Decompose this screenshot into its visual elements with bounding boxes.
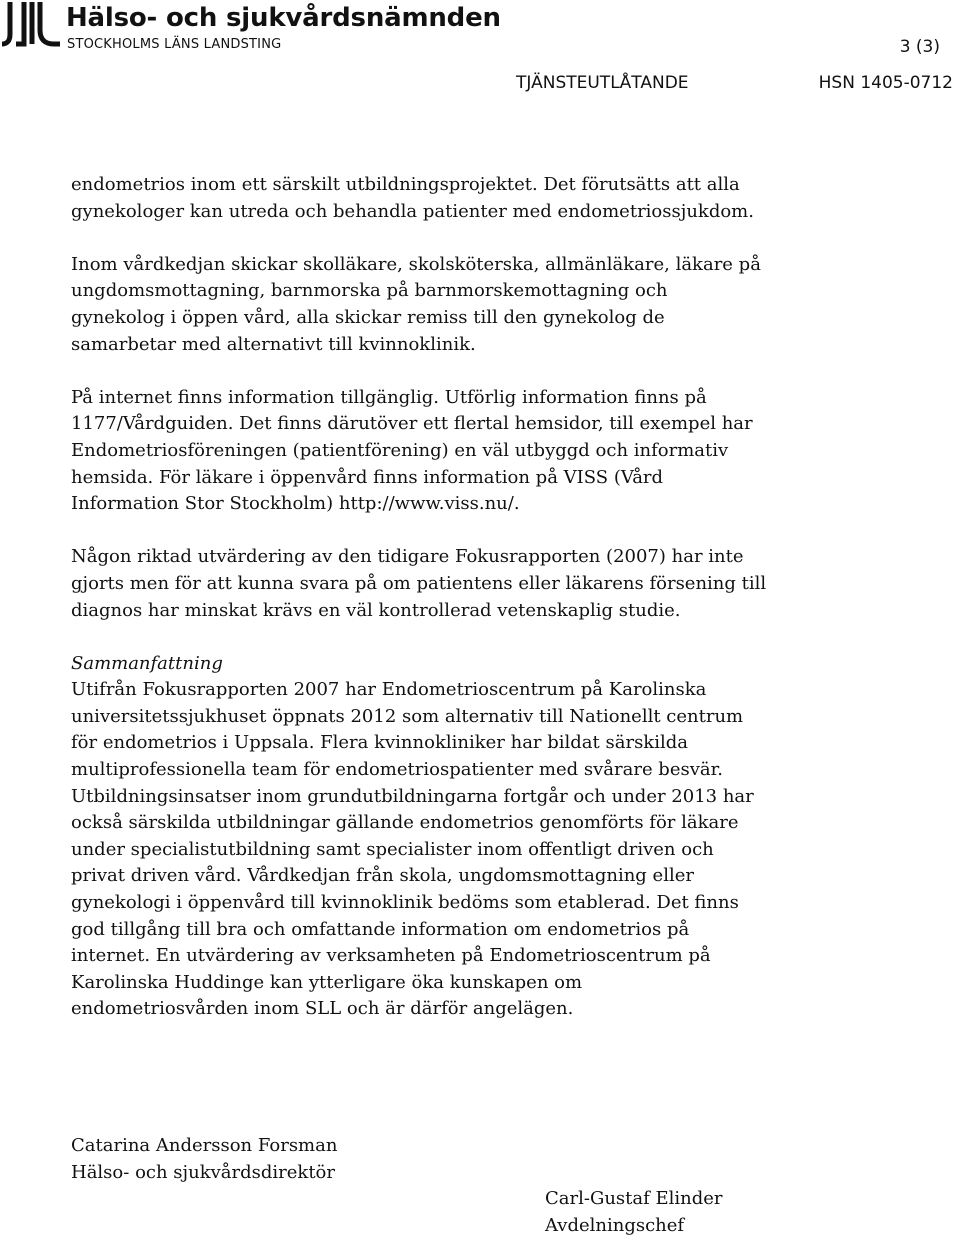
text-line: 1177/Vårdguiden. Det finns därutöver ett flertal hemsidor, till exempel har bbox=[71, 413, 753, 435]
organization-name: Hälso- och sjukvårdsnämnden bbox=[66, 3, 501, 33]
text-line: diagnos har minskat krävs en väl kontrollerad vetenskaplig studie. bbox=[71, 599, 681, 621]
text-line: för endometrios i Uppsala. Flera kvinnokliniker har bildat särskilda bbox=[71, 732, 688, 754]
text-line: multiprofessionella team för endometriospatienter med svårare besvär. bbox=[71, 759, 723, 781]
paragraph-1 bbox=[71, 172, 771, 225]
sll-logo-icon bbox=[2, 0, 62, 48]
signature-right bbox=[545, 1186, 723, 1239]
text-line: också särskilda utbildningar gällande endometrios genomförts för läkare bbox=[71, 812, 739, 834]
paragraph-5 bbox=[71, 677, 771, 1023]
text-line: endometriosvården inom SLL och är därför angelägen. bbox=[71, 998, 574, 1020]
document-type: TJÄNSTEUTLÅTANDE bbox=[516, 73, 689, 93]
text-line: under specialistutbildning samt specialister inom offentligt driven och bbox=[71, 838, 714, 860]
text-line: internet. En utvärdering av verksamheten på Endometrioscentrum på bbox=[71, 945, 711, 967]
document-reference: HSN 1405-0712 bbox=[818, 73, 953, 93]
text-line: Information Stor Stockholm) http://www.viss.nu/. bbox=[71, 493, 520, 515]
text-line: På internet finns information tillgänglig. Utförlig information finns på bbox=[71, 386, 707, 408]
paragraph-3 bbox=[71, 385, 771, 518]
text-line: samarbetar med alternativt till kvinnoklinik. bbox=[71, 333, 476, 355]
text-line: Endometriosföreningen (patientförening) en väl utbyggd och informativ bbox=[71, 439, 729, 461]
signatory-name: Catarina Andersson Forsman bbox=[71, 1135, 338, 1156]
text-line: endometrios inom ett särskilt utbildningsprojektet. Det förutsätts att alla bbox=[71, 174, 740, 195]
text-line: Någon riktad utvärdering av den tidigare Fokusrapporten (2007) har inte bbox=[71, 546, 744, 568]
signatory-title: Hälso- och sjukvårdsdirektör bbox=[71, 1161, 335, 1183]
paragraph-4 bbox=[71, 544, 771, 624]
text-line: gynekolog i öppen vård, alla skickar remiss till den gynekolog de bbox=[71, 306, 665, 328]
text-line: Utifrån Fokusrapporten 2007 har Endometrioscentrum på Karolinska bbox=[71, 679, 707, 701]
signature-left bbox=[71, 1133, 337, 1186]
text-line: gynekologer kan utreda och behandla patienter med endometriossjukdom. bbox=[71, 200, 754, 222]
text-line: Karolinska Huddinge kan ytterligare öka kunskapen om bbox=[71, 971, 583, 993]
summary-heading: Sammanfattning bbox=[71, 652, 223, 674]
text-line: privat driven vård. Vårdkedjan från skola, ungdomsmottagning eller bbox=[71, 865, 694, 887]
document-header bbox=[0, 0, 960, 110]
text-line: gjorts men för att kunna svara på om patientens eller läkarens försening till bbox=[71, 572, 767, 594]
text-line: ungdomsmottagning, barnmorska på barnmorskemottagning och bbox=[71, 280, 668, 302]
text-line: gynekologi i öppenvård till kvinnoklinik bedöms som etablerad. Det finns bbox=[71, 892, 739, 914]
text-line: hemsida. För läkare i öppenvård finns information på VISS (Vård bbox=[71, 466, 664, 488]
text-line: god tillgång till bra och omfattande information om endometrios på bbox=[71, 918, 690, 940]
text-line: Inom vårdkedjan skickar skolläkare, skolsköterska, allmänläkare, läkare på bbox=[71, 253, 761, 275]
text-line: universitetssjukhuset öppnats 2012 som alternativ till Nationellt centrum bbox=[71, 705, 744, 727]
text-line: Utbildningsinsatser inom grundutbildningarna fortgår och under 2013 har bbox=[71, 785, 754, 807]
page-number: 3 (3) bbox=[899, 37, 940, 57]
signatory-name: Carl-Gustaf Elinder bbox=[545, 1188, 723, 1209]
organization-subtitle: STOCKHOLMS LÄNS LANDSTING bbox=[67, 37, 282, 52]
paragraph-2 bbox=[71, 252, 771, 358]
document-body bbox=[71, 172, 771, 1023]
signatory-title: Avdelningschef bbox=[545, 1214, 685, 1236]
